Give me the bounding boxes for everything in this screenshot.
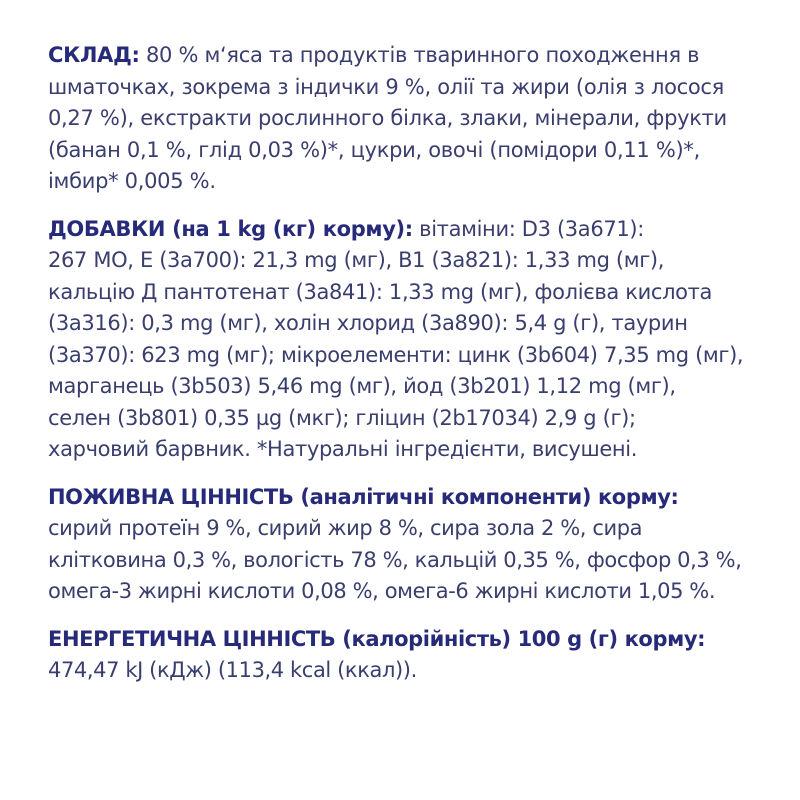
- composition-text: 80 % м‘яса та продуктів тваринного походження в: [139, 43, 700, 67]
- additives-section: [48, 214, 778, 466]
- nutrition-text: клітковина 0,3 %, вологість 78 %, кальцій 0,35 %, фосфор 0,3 %,: [48, 547, 742, 572]
- product-label-text: [48, 40, 778, 687]
- energy-section: [48, 624, 778, 687]
- additives-text: (3а370): 623 mg (мг); мікроелементи: цинк (3b604) 7,35 mg (мг),: [48, 342, 744, 367]
- nutrition-text: сирий протеїн 9 %, сирий жир 8 %, сира зола 2 %, сира: [48, 516, 643, 540]
- additives-text: марганець (3b503) 5,46 mg (мг), йод (3b201) 1,12 mg (мг),: [48, 374, 676, 398]
- nutrition-text: омега-3 жирні кислоти 0,08 %, омега-6 жирні кислоти 1,05 %.: [48, 579, 716, 603]
- additives-line-1: [48, 214, 778, 246]
- additives-text: 267 МО, Е (3а700): 21,3 mg (мг), В1 (3а821): 1,33 mg (мг),: [48, 248, 665, 272]
- composition-text: шматочках, зокрема з індички 9 %, олії та жири (олія з лосося: [48, 74, 725, 99]
- additives-text: селен (3b801) 0,35 µg (мкг); гліцин (2b17034) 2,9 g (г);: [48, 405, 636, 430]
- additives-heading: ДОБАВКИ (на 1 kg (кг) корму):: [48, 216, 413, 241]
- nutrition-heading: ПОЖИВНА ЦІННІСТЬ (аналітичні компоненти) корму:: [48, 484, 679, 509]
- composition-heading: СКЛАД:: [48, 43, 140, 67]
- composition-line-1: [48, 40, 778, 72]
- composition-text: (банан 0,1 %, глід 0,03 %)*, цукри, овочі (помідори 0,11 %)*,: [48, 137, 700, 162]
- additives-text: вітаміни: D3 (3a671):: [412, 216, 644, 241]
- energy-heading: ЕНЕРГЕТИЧНА ЦІННІСТЬ (калорійність) 100 g (г) корму:: [48, 626, 706, 651]
- composition-text: 0,27 %), екстракти рослинного білка, злаки, мінерали, фрукти: [48, 106, 727, 130]
- additives-text: кальцію Д пантотенат (3а841): 1,33 mg (мг), фолієва кислота: [48, 279, 713, 304]
- composition-text: імбир* 0,005 %.: [48, 169, 216, 193]
- nutrition-section: [48, 482, 778, 608]
- additives-text: (3а316): 0,3 mg (мг), холін хлорид (3а890): 5,4 g (г), таурин: [48, 311, 688, 335]
- additives-text: харчовий барвник. *Натуральні інгредієнти, висушені.: [48, 437, 638, 461]
- energy-text: 474,47 kJ (кДж) (113,4 kcal (ккал)).: [48, 658, 417, 682]
- composition-section: [48, 40, 778, 198]
